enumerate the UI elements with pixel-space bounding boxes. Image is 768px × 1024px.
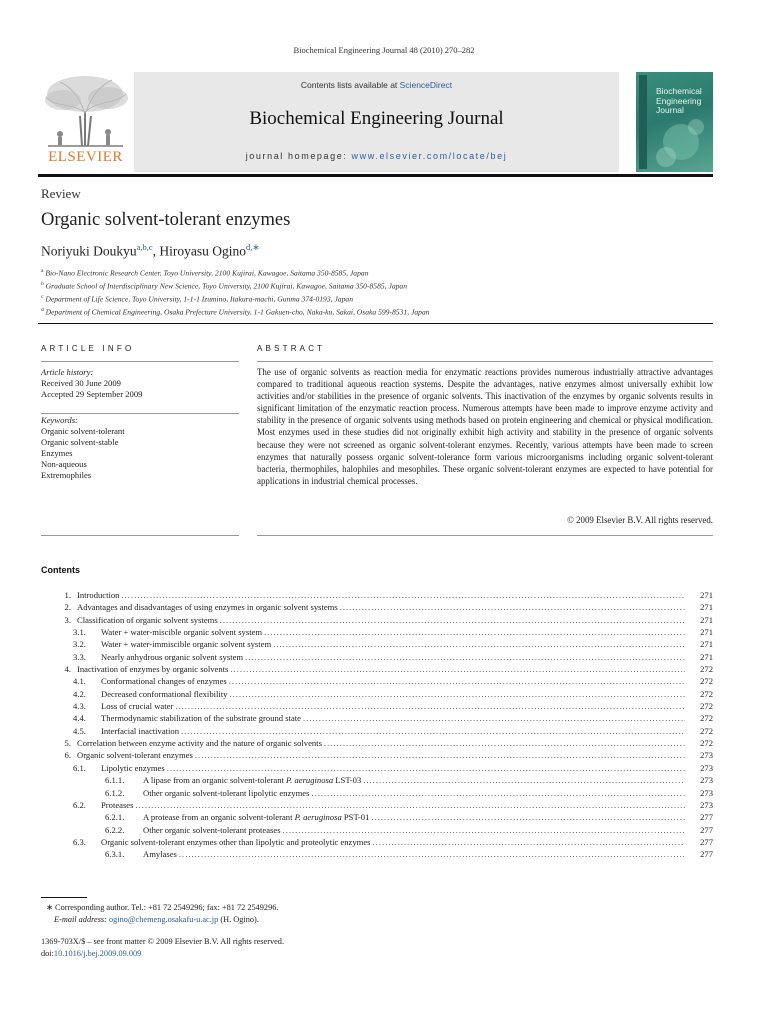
toc-entry-title — [101, 688, 229, 700]
toc-leader-dots — [121, 589, 685, 601]
toc-entry-number: 4.1. — [73, 676, 86, 687]
homepage-link[interactable]: www.elsevier.com/locate/bej — [351, 151, 508, 161]
toc-entry[interactable] — [41, 663, 713, 675]
toc-entry-title-text: Water + water-miscible organic solvent system — [101, 627, 263, 638]
toc-entry-title-text: Organic solvent-tolerant enzymes — [77, 750, 193, 761]
toc-entry-strain: LST-03 — [333, 775, 362, 786]
toc-leader-dots — [179, 848, 685, 860]
toc-leader-dots — [175, 700, 685, 712]
toc-entry-title — [143, 774, 363, 786]
toc-entry-title — [143, 824, 283, 836]
toc-entry-page: 271 — [700, 602, 713, 613]
author-name: Hiroyasu Ogino — [159, 243, 247, 259]
doi-line — [41, 948, 284, 960]
author-affiliation-marks[interactable]: a,b,c — [136, 242, 153, 252]
toc-entry[interactable] — [41, 811, 713, 823]
corresponding-author-text: Corresponding author. Tel.: +81 72 2549296; fax: +81 72 2549296. — [55, 903, 279, 912]
toc-entry-number: 1. — [64, 590, 71, 600]
info-rule — [41, 413, 239, 414]
toc-entry-number: 4.2. — [73, 688, 86, 699]
toc-entry-page: 273 — [700, 750, 713, 761]
toc-entry-page: 272 — [700, 664, 713, 675]
toc-leader-dots — [363, 774, 685, 786]
toc-entry-title-text: Conformational changes of enzymes — [101, 676, 227, 687]
abstract-text: The use of organic solvents as reaction media for enzymatic reactions provides numerous industrially attractive advantages compared to traditional aqueous reaction systems. Despite the advantages, native enzymes almost universally exhibit low activities and/or stabilities in the presence of organic solvents. This inactivation of the enzymes by organic solvents results in significant limitation of the enzymatic reaction process. Numerous attempts have been made to improve enzyme activity and stability in the presence of organic solvents using methods based on protein engineering and chemical or physical modification. Most enzymes used in these studies did not originally exhibit high activity and stability in the presence of organic solvents because they were not screened as organic solvent-tolerant enzymes. Recently, various attempts have been made to screen enzymes that naturally possess organic solvent-tolerance form various microorganisms including organic solvent-tolerant bacteria, thermophiles, halophiles and mesophiles. These organic solvent-tolerant enzymes are expected to have potential for applications in industrial chemical processes. — [257, 367, 713, 486]
toc-entry-title — [143, 811, 371, 823]
toc-entry-number: 6.3.1. — [105, 849, 125, 860]
toc-entry-number: 4.3. — [73, 701, 86, 712]
toc-entry-number: 3.3. — [73, 651, 86, 662]
affiliation-text: Department of Chemical Engineering, Osaka Prefecture University, 1-1 Gakuen-cho, Naka-ku, Sakai, Osaka 599-8531, Japan — [45, 307, 430, 317]
toc-leader-dots — [273, 638, 685, 650]
history-label: Article history: — [41, 367, 94, 377]
affiliation-list — [41, 266, 430, 318]
accepted-date: Accepted 29 September 2009 — [41, 389, 143, 399]
toc-entry-page: 272 — [700, 688, 713, 699]
section-rule — [38, 323, 713, 324]
toc-entry-page: 271 — [700, 627, 713, 638]
masthead — [38, 72, 713, 172]
toc-entry-title — [101, 626, 264, 638]
email-label: E-mail address: — [54, 914, 107, 924]
toc-leader-dots — [303, 712, 685, 724]
keyword-item: Organic solvent-tolerant — [41, 426, 125, 436]
toc-entry-page: 273 — [700, 799, 713, 810]
toc-leader-dots — [220, 614, 685, 626]
affiliation-text: Department of Life Science, Toyo University, 1-1-1 Izumino, Itakura-machi, Gunma 374-0193, Japan — [45, 294, 353, 304]
toc-entry[interactable] — [41, 589, 713, 601]
toc-entry-title — [77, 614, 220, 626]
corresponding-author-note — [46, 902, 278, 914]
journal-homepage-line — [134, 151, 619, 161]
toc-entry[interactable] — [41, 836, 713, 848]
toc-entry-page: 272 — [700, 676, 713, 687]
toc-entry[interactable] — [41, 787, 713, 799]
toc-entry-page: 272 — [700, 713, 713, 724]
toc-entry-title-text: A lipase from an organic solvent-tolerant — [143, 775, 287, 786]
toc-entry-page: 271 — [700, 614, 713, 625]
toc-entry-number: 4. — [64, 664, 71, 675]
toc-entry-number: 5. — [64, 738, 71, 749]
toc-entry-page: 271 — [700, 651, 713, 662]
toc-entry-page: 273 — [700, 787, 713, 798]
abstract-copyright: © 2009 Elsevier B.V. All rights reserved. — [567, 515, 713, 525]
affiliation-mark: c — [41, 294, 44, 301]
toc-entry-page: 273 — [700, 775, 713, 786]
toc-entry-title-text: Proteases — [101, 799, 134, 810]
author-affiliation-marks[interactable]: d,∗ — [246, 242, 260, 252]
toc-entry[interactable] — [41, 762, 713, 774]
article-type: Review — [41, 186, 81, 201]
journal-title: Biochemical Engineering Journal — [249, 108, 504, 129]
toc-entry-title-text: Other organic solvent-tolerant lipolytic enzymes — [143, 787, 310, 798]
toc-entry-title — [77, 737, 324, 749]
toc-entry-title — [101, 725, 181, 737]
toc-entry-title-text: Water + water-immiscible organic solvent system — [101, 639, 272, 650]
toc-entry-title-text: Lipolytic enzymes — [101, 762, 165, 773]
received-date: Received 30 June 2009 — [41, 378, 121, 388]
masthead-rule — [38, 174, 713, 177]
toc-leader-dots — [340, 601, 685, 613]
toc-entry-number: 3. — [64, 614, 71, 625]
toc-entry-title-text: Correlation between enzyme activity and the nature of organic solvents — [77, 738, 322, 749]
toc-entry-number: 3.1. — [73, 627, 86, 638]
toc-entry-page: 272 — [700, 701, 713, 712]
toc-entry-number: 6.1.1. — [105, 775, 125, 786]
toc-entry-title — [101, 836, 373, 848]
affiliation-text: Graduate School of Interdisciplinary New Science, Toyo University, 2100 Kujirai, Kawagoe, Saitama 350-8585, Japan — [45, 281, 408, 291]
toc-entry-page: 272 — [700, 738, 713, 749]
toc-entry[interactable] — [41, 626, 713, 638]
toc-entry-page: 272 — [700, 725, 713, 736]
toc-leader-dots — [324, 737, 685, 749]
toc-entry-number: 6.1. — [73, 762, 86, 773]
affiliation-item — [41, 292, 430, 305]
toc-leader-dots — [311, 787, 685, 799]
toc-entry-page: 271 — [700, 590, 713, 600]
author-list: Noriyuki Doukyu$^{a,b,c}$, Hiroyasu Ogino$^{d,∗}$ — [41, 242, 260, 259]
toc-entry[interactable] — [41, 638, 713, 650]
toc-entry[interactable] — [41, 725, 713, 737]
bottom-meta — [41, 936, 284, 959]
toc-leader-dots — [135, 799, 685, 811]
elsevier-logo — [38, 72, 133, 172]
toc-entry-title-text: Loss of crucial water — [101, 701, 174, 712]
affiliation-mark: b — [41, 281, 44, 288]
toc-leader-dots — [264, 626, 685, 638]
abstract-rule — [257, 535, 713, 536]
toc-entry[interactable] — [41, 774, 713, 786]
doi-link[interactable]: 10.1016/j.bej.2009.09.009 — [53, 948, 142, 958]
toc-entry-number: 4.5. — [73, 725, 86, 736]
toc-leader-dots — [371, 811, 685, 823]
toc-entry-title-text: Thermodynamic stabilization of the substrate ground state — [101, 713, 301, 724]
publisher-wordmark: ELSEVIER — [48, 149, 123, 165]
toc-entry-title-text: Interfacial inactivation — [101, 725, 180, 736]
toc-entry-title — [101, 651, 245, 663]
toc-entry-number: 6.2.2. — [105, 824, 125, 835]
contents-heading: Contents — [41, 565, 80, 575]
toc-entry-title-text: Classification of organic solvent systems — [77, 614, 218, 625]
toc-entry-title — [101, 675, 229, 687]
toc-entry[interactable] — [41, 601, 713, 613]
toc-entry-title — [77, 663, 230, 675]
toc-entry-title — [101, 712, 303, 724]
toc-entry-title-text: Organic solvent-tolerant enzymes other than lipolytic and proteolytic enzymes — [101, 836, 371, 847]
toc-entry-title-text: Introduction — [77, 590, 120, 600]
toc-entry[interactable] — [41, 614, 713, 626]
footnote — [46, 902, 278, 925]
doi-prefix: doi: — [41, 948, 54, 958]
keyword-item: Organic solvent-stable — [41, 437, 119, 447]
masthead-band — [134, 72, 619, 172]
toc-leader-dots — [167, 762, 685, 774]
toc-entry-title-text: Nearly anhydrous organic solvent system — [101, 651, 244, 662]
email-line — [46, 914, 278, 926]
toc-entry-title-text: A protease from an organic solvent-tolerant — [143, 812, 295, 823]
toc-entry[interactable] — [41, 824, 713, 836]
issn-line: 1369-703X/$ – see front matter © 2009 Elsevier B.V. All rights reserved. — [41, 937, 285, 946]
toc-entry-title — [77, 589, 121, 601]
email-suffix: (H. Ogino). — [218, 914, 259, 924]
article-history — [41, 367, 239, 400]
cover-title: Biochemical Engineering Journal — [656, 86, 702, 115]
toc-leader-dots — [230, 663, 685, 675]
footnote-mark: ∗ — [46, 903, 53, 912]
toc-entry-number: 6.2. — [73, 799, 86, 810]
affiliation-item — [41, 305, 430, 318]
toc-entry-page: 277 — [700, 836, 713, 847]
toc-leader-dots — [373, 836, 685, 848]
info-rule — [41, 361, 239, 362]
toc-entry-number: 6.1.2. — [105, 787, 125, 798]
homepage-prefix: journal homepage: — [245, 151, 352, 161]
toc-entry-title-text: Advantages and disadvantages of using enzymes in organic solvent systems — [77, 602, 338, 613]
table-of-contents — [41, 589, 713, 861]
toc-leader-dots — [229, 675, 685, 687]
toc-entry-number: 3.2. — [73, 639, 86, 650]
contents-available-prefix: Contents lists available at — [300, 80, 400, 90]
toc-entry-title-text: Decreased conformational flexibility — [101, 688, 228, 699]
affiliation-item — [41, 266, 430, 279]
toc-entry[interactable] — [41, 848, 713, 860]
toc-entry-page: 277 — [700, 849, 713, 860]
affiliation-item — [41, 279, 430, 292]
toc-entry-title — [143, 848, 179, 860]
toc-leader-dots — [245, 651, 685, 663]
toc-entry-number: 6. — [64, 750, 71, 761]
toc-entry-title — [101, 638, 273, 650]
toc-entry[interactable] — [41, 700, 713, 712]
toc-entry-number: 6.2.1. — [105, 812, 125, 823]
toc-entry-species: P. aeruginosa — [294, 812, 342, 823]
toc-entry-number: 4.4. — [73, 713, 86, 724]
keyword-item: Non-aqueous — [41, 459, 87, 469]
article-info-heading: ARTICLE INFO — [41, 344, 135, 353]
email-link[interactable]: ogino@chemeng.osakafu-u.ac.jp — [109, 914, 219, 924]
toc-entry[interactable] — [41, 688, 713, 700]
toc-entry[interactable] — [41, 749, 713, 761]
toc-entry-number: 6.3. — [73, 836, 86, 847]
affiliation-mark: d — [41, 307, 44, 314]
keywords-label: Keywords: — [41, 415, 78, 425]
toc-entry[interactable] — [41, 675, 713, 687]
article-title: Organic solvent-tolerant enzymes — [41, 210, 291, 230]
toc-entry-title — [77, 601, 340, 613]
toc-leader-dots — [229, 688, 685, 700]
elsevier-tree-icon — [38, 72, 133, 150]
footnote-rule — [41, 897, 87, 898]
toc-entry-number: 2. — [64, 602, 71, 613]
toc-entry-page: 277 — [700, 812, 713, 823]
toc-entry-species: P. aeruginosa — [286, 775, 334, 786]
sciencedirect-link[interactable]: ScienceDirect — [399, 80, 453, 90]
keywords-block — [41, 415, 239, 481]
toc-entry[interactable] — [41, 799, 713, 811]
toc-entry[interactable] — [41, 651, 713, 663]
toc-entry-page: 271 — [700, 639, 713, 650]
toc-entry-title — [101, 762, 167, 774]
toc-entry[interactable] — [41, 712, 713, 724]
toc-entry-page: 273 — [700, 762, 713, 773]
toc-entry-title — [101, 799, 135, 811]
toc-leader-dots — [181, 725, 685, 737]
toc-entry[interactable] — [41, 737, 713, 749]
toc-leader-dots — [195, 749, 685, 761]
info-rule — [41, 535, 239, 536]
toc-entry-strain: PST-01 — [341, 812, 370, 823]
abstract-rule — [257, 361, 713, 362]
toc-entry-title — [77, 749, 195, 761]
keyword-item: Extremophiles — [41, 470, 92, 480]
journal-cover-image — [636, 72, 713, 172]
toc-entry-title-text: Inactivation of enzymes by organic solvents — [77, 664, 229, 675]
toc-leader-dots — [283, 824, 685, 836]
contents-available-line — [134, 80, 619, 90]
toc-entry-title — [143, 787, 311, 799]
affiliation-text: Bio-Nano Electronic Research Center, Toyo University, 2100 Kujirai, Kawagoe, Saitama 350-8585, Japan — [45, 268, 369, 278]
keyword-item: Enzymes — [41, 448, 73, 458]
toc-entry-title-text: Amylases — [143, 849, 177, 860]
toc-entry-title — [101, 700, 175, 712]
journal-citation: Biochemical Engineering Journal 48 (2010) 270–282 — [293, 45, 475, 55]
toc-entry-title-text: Other organic solvent-tolerant proteases — [143, 824, 281, 835]
author-name: Noriyuki Doukyu — [41, 243, 137, 259]
abstract-heading: ABSTRACT — [257, 344, 326, 353]
affiliation-mark: a — [41, 268, 44, 274]
toc-entry-page: 277 — [700, 824, 713, 835]
